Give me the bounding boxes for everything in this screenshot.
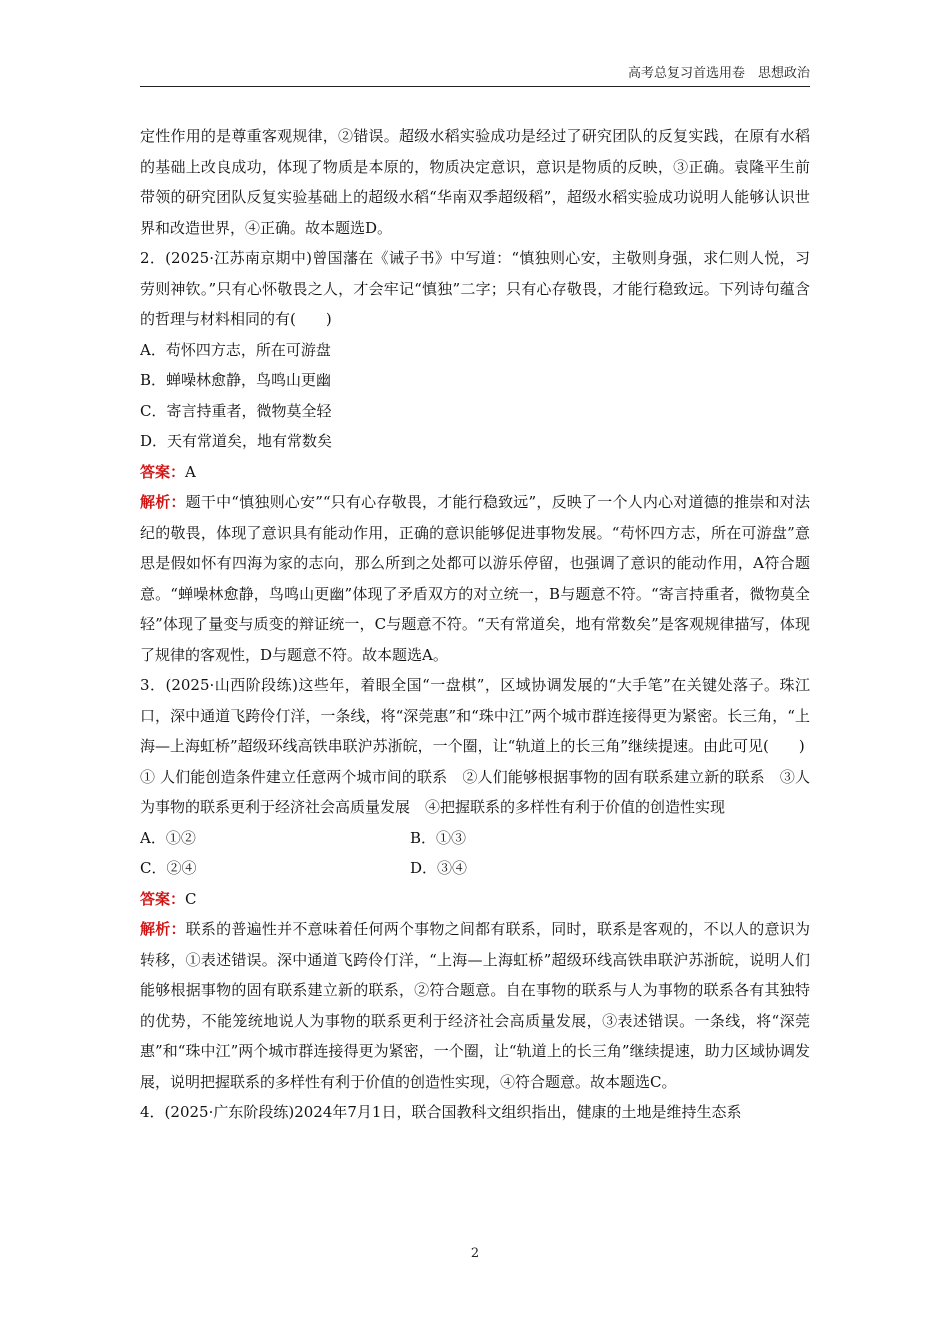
- page-content: [140, 121, 810, 1128]
- question-3-option-d: D．③④: [410, 859, 468, 877]
- question-4-stem: 4．(2025·广东阶段练)2024年7月1日，联合国教科文组织指出，健康的土地是维持生态系: [140, 1103, 742, 1121]
- question-3-stem: 3．(2025·山西阶段练)这些年，着眼全国“一盘棋”，区域协调发展的“大手笔”在关键处落子。珠江口，深中通道飞跨伶仃洋，一条线，将“深莞惠”和“珠中江”两个城市群连接得更为紧密。长三角，“上海—上海虹桥”超级环线高铁串联沪苏浙皖，一个圈，让“轨道上的长三角”继续提速。由此可见( ): [140, 676, 810, 755]
- question-3-analysis: [140, 914, 810, 1097]
- question-3-options-row-2: [140, 853, 810, 884]
- answer-value: C: [185, 889, 197, 908]
- analysis-text: 题干中“慎独则心安”“只有心存敬畏，才能行稳致远”，反映了一个人内心对道德的推崇和对法纪的敬畏，体现了意识具有能动作用，正确的意识能够促进事物发展。“苟怀四方志，所在可游盘”意思是假如怀有四海为家的志向，那么所到之处都可以游乐停留，也强调了意识的能动作用，A符合题意。“蝉噪林愈静，鸟鸣山更幽”体现了矛盾双方的对立统一，B与题意不符。“寄言持重者，微物莫全轻”体现了量变与质变的辩证统一，C与题意不符。“天有常道矣，地有常数矣”是客观规律描写，体现了规律的客观性，D与题意不符。故本题选A。: [140, 493, 810, 664]
- question-2-option-a: A．苟怀四方志，所在可游盘: [140, 340, 331, 359]
- question-2-option-c: C．寄言持重者，微物莫全轻: [140, 401, 332, 420]
- question-2: [140, 243, 810, 670]
- question-2-answer: [140, 457, 810, 488]
- question-2-analysis: [140, 487, 810, 670]
- analysis-label: 解析：: [140, 920, 186, 938]
- question-2-option-b: B．蝉噪林愈静，鸟鸣山更幽: [140, 371, 332, 389]
- question-3: [140, 670, 810, 1097]
- question-2-stem: 2．(2025·江苏南京期中)曾国藩在《诫子书》中写道：“慎独则心安，主敬则身强，求仁则人悦，习劳则神钦。”只有心怀敬畏之人，才会牢记“慎独”二字；只有心存敬畏，才能行稳致远。下列诗句蕴含的哲理与材料相同的有( ): [140, 249, 810, 328]
- answer-value: A: [185, 462, 196, 481]
- question-4: [140, 1097, 810, 1128]
- analysis-label: 解析：: [140, 493, 186, 511]
- question-3-option-c: C．②④: [140, 859, 197, 877]
- question-3-option-b: B．①③: [410, 828, 467, 847]
- page-header: [140, 66, 810, 87]
- question-3-statements: ① 人们能创造条件建立任意两个城市间的联系 ②人们能够根据事物的固有联系建立新的联系 ③人为事物的联系更利于经济社会高质量发展 ④把握联系的多样性有利于价值的创造性实现: [140, 767, 810, 816]
- intro-paragraph: 定性作用的是尊重客观规律，②错误。超级水稻实验成功是经过了研究团队的反复实践，在原有水稻的基础上改良成功，体现了物质是本原的，物质决定意识，意识是物质的反映，③正确。袁隆平生前带领的研究团队反复实验基础上的超级水稻“华南双季超级稻”，超级水稻实验成功说明人能够认识世界和改造世界，④正确。故本题选D。: [140, 127, 810, 237]
- answer-label: 答案：: [140, 889, 186, 908]
- analysis-text: 联系的普遍性并不意味着任何两个事物之间都有联系，同时，联系是客观的，不以人的意识为转移，①表述错误。深中通道飞跨伶仃洋，“上海—上海虹桥”超级环线高铁串联沪苏浙皖，说明人们能够根据事物的固有联系建立新的联系，②符合题意。自在事物的联系与人为事物的联系各有其独特的优势，不能笼统地说人为事物的联系更利于经济社会高质量发展，③表述错误。一条线，将“深莞惠”和“珠中江”两个城市群连接得更为紧密，一个圈，让“轨道上的长三角”继续提速，助力区域协调发展，说明把握联系的多样性有利于价值的创造性实现，④符合题意。故本题选C。: [140, 920, 810, 1091]
- question-3-options-row-1: [140, 823, 810, 854]
- question-2-option-d: D．天有常道矣，地有常数矣: [140, 432, 333, 450]
- question-3-option-a: A．①②: [140, 828, 196, 847]
- question-3-answer: [140, 884, 810, 915]
- answer-label: 答案：: [140, 462, 186, 481]
- header-title: 高考总复习首选用卷 思想政治: [627, 66, 810, 81]
- page-number: 2: [470, 1246, 480, 1261]
